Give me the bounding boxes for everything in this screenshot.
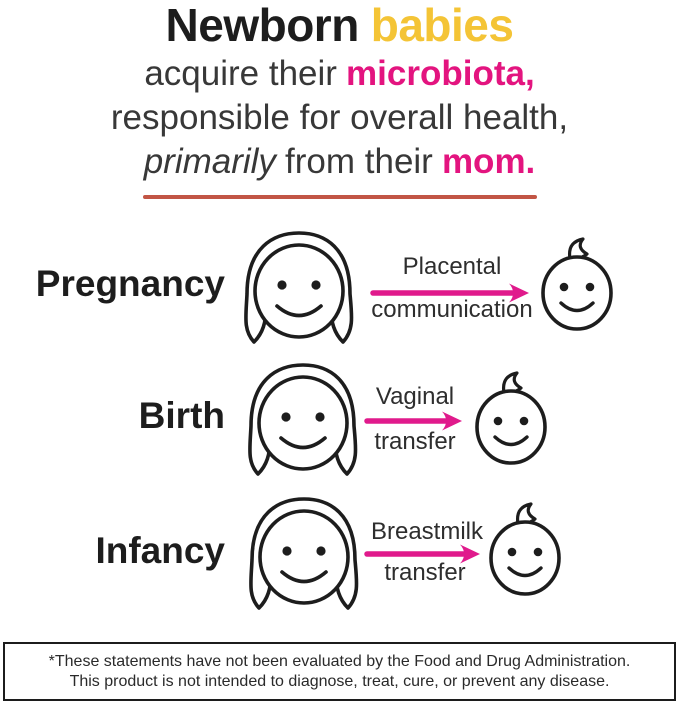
headline-from-their: from their [285, 142, 433, 181]
disclaimer-line-2: This product is not intended to diagnose, treat, cure, or prevent any disease. [69, 672, 610, 690]
headline-word-mom: mom. [441, 142, 536, 181]
stage-label-infancy: Infancy [95, 530, 225, 571]
arrow-caption-bottom: communication [371, 296, 533, 323]
headline-acquire-their: acquire their [144, 54, 337, 93]
headline-line-4 [0, 140, 679, 184]
headline-word-primarily: primarily [143, 142, 276, 181]
fda-disclaimer-box [3, 642, 676, 701]
baby-face-icon [471, 371, 553, 465]
stage-label-pregnancy: Pregnancy [35, 263, 225, 304]
arrow-caption-bottom: transfer [384, 559, 466, 586]
mom-face-icon [240, 362, 366, 480]
arrow-caption-bottom: transfer [374, 428, 456, 455]
mom-face-icon [241, 496, 367, 614]
arrow-caption-top: Breastmilk [370, 518, 484, 545]
baby-face-icon [537, 237, 619, 331]
headline-word-newborn: Newborn [165, 0, 359, 51]
mom-face-icon [236, 230, 362, 348]
headline-word-babies: babies [370, 0, 514, 51]
headline-line-3: responsible for overall health, [110, 98, 569, 137]
baby-face-icon [485, 502, 567, 596]
divider-rule [143, 195, 537, 199]
headline-word-microbiota: microbiota, [346, 54, 535, 93]
arrow-caption-top: Placental [402, 253, 502, 280]
arrow-caption-top: Vaginal [375, 383, 455, 410]
stage-label-birth: Birth [138, 395, 225, 436]
disclaimer-line-1: *These statements have not been evaluated by the Food and Drug Administration. [48, 652, 631, 670]
headline-line-2 [0, 52, 679, 96]
headline-line-1 [0, 0, 679, 52]
